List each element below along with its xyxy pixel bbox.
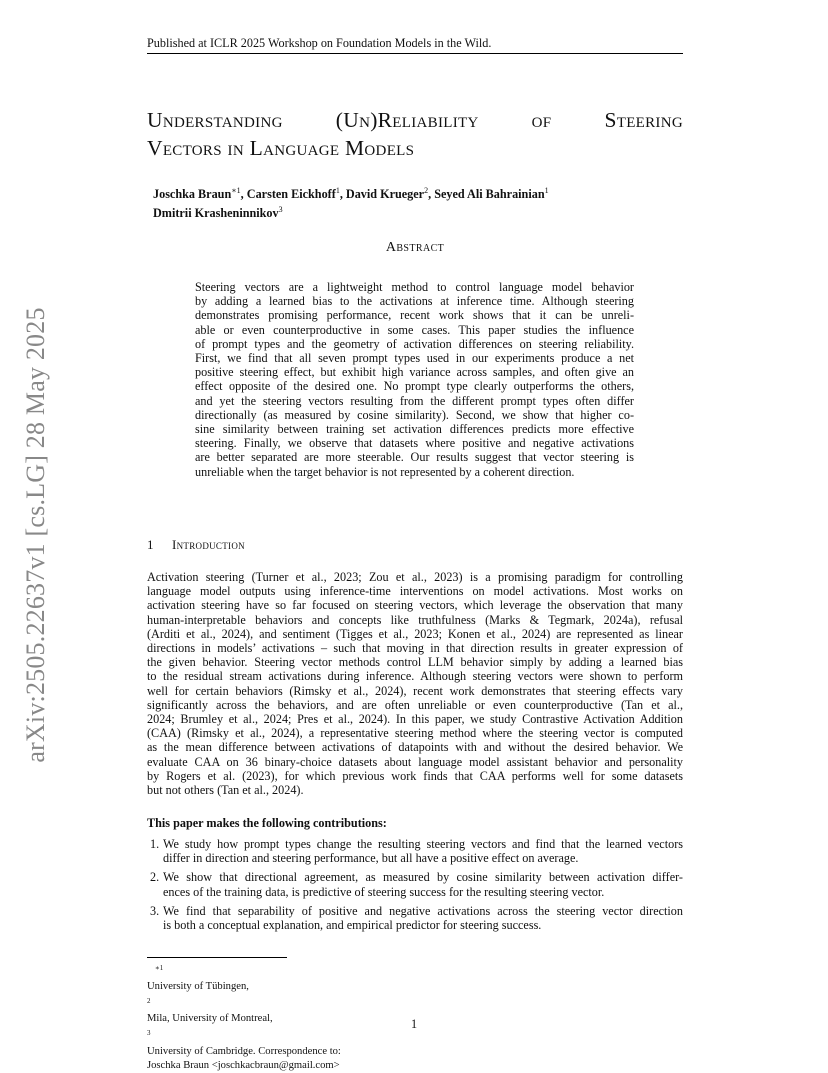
list-item xyxy=(147,904,683,932)
author-name: , David Krueger xyxy=(339,187,425,202)
running-header: Published at ICLR 2025 Workshop on Foundation Models in the Wild. xyxy=(147,36,492,50)
contributions-list xyxy=(147,837,683,937)
author-affiliation-mark: ∗1 xyxy=(231,186,241,195)
contributions-heading: This paper makes the following contributions: xyxy=(147,816,387,830)
intro-line: evaluate CAA on 36 binary-choice datasets about language model assistant behavior and personality xyxy=(147,754,683,769)
abstract-line: and yet the steering vectors resulting from the different prompt types often differ xyxy=(195,393,634,408)
footnote-rule xyxy=(147,957,287,958)
title-word: Steering xyxy=(604,108,683,132)
abstract-line: by adding a learned bias to the activations at inference time. Although steering xyxy=(195,294,634,309)
title-word: of xyxy=(531,108,552,132)
abstract-line: positive steering effect, but exhibit high variance across samples, and often give an xyxy=(195,365,634,380)
footnote-mark: 2 xyxy=(147,996,151,1005)
author-name: Dmitrii Krasheninnikov xyxy=(153,206,279,221)
page-number: 1 xyxy=(410,1017,418,1031)
section-title: Introduction xyxy=(172,537,245,552)
intro-line: 2024; Brumley et al., 2024; Pres et al., 2024). In this paper, we study Contrastive Activation Addition xyxy=(147,712,683,727)
list-item xyxy=(147,837,683,865)
footnote-affiliation: University of Cambridge. Correspondence to: xyxy=(147,1045,341,1057)
list-item-number: 2. xyxy=(150,870,160,885)
title-word: (Un)Reliability xyxy=(335,108,479,132)
abstract-heading: Abstract xyxy=(385,240,445,255)
abstract-line: sine similarity between training set activation differences predicts more effective xyxy=(195,422,634,437)
intro-line: the given behavior. Steering vector methods control LLM behavior simply by adding a learned bias xyxy=(147,655,683,670)
intro-line: significantly across the behaviors, and are often unreliable or even counterproductive (Tan et al., xyxy=(147,697,683,712)
abstract-line: First, we find that all seven prompt types used in our experiments produce a net xyxy=(195,351,634,366)
list-item xyxy=(147,870,683,898)
intro-line: Activation steering (Turner et al., 2023; Zou et al., 2023) is a promising paradigm for controlling xyxy=(147,570,683,584)
footnote-affiliation: Mila, University of Montreal, xyxy=(147,1013,273,1025)
arxiv-side-stamp: arXiv:2505.22637v1 [cs.LG] 28 May 2025 xyxy=(21,307,50,763)
intro-line: as the mean difference between activations of datapoints with and without the desired behavior. We xyxy=(147,740,683,755)
list-item-line: We show that directional agreement, as measured by cosine similarity between activation differ- xyxy=(163,870,683,885)
abstract-line: able or even counterproductive in some cases. This paper studies the influence xyxy=(195,322,634,337)
intro-line: well for certain behaviors (Rimsky et al., 2024), recent work demonstrates that steering effects vary xyxy=(147,683,683,698)
intro-line: to the residual stream activations during inference. Although steering vectors were shown to perform xyxy=(147,669,683,684)
author-affiliation-mark: 1 xyxy=(335,186,340,195)
intro-line: human-interpretable behaviors and concepts like truthfulness (Marks & Tegmark, 2024a), refusal xyxy=(147,612,683,627)
section-heading-introduction xyxy=(147,537,245,553)
abstract-line: directionally (as measured by cosine similarity). Second, we show that higher co- xyxy=(195,407,634,422)
list-item-line: We find that separability of positive and negative activations across the steering vector direction xyxy=(163,903,683,918)
author-line-2 xyxy=(153,202,683,221)
abstract-line: demonstrates promising performance, recent work shows that it can be unreli- xyxy=(195,308,634,323)
author-affiliation-mark: 1 xyxy=(544,186,549,195)
author-list xyxy=(153,183,683,221)
abstract-body xyxy=(195,280,634,479)
list-item-line: is both a conceptual explanation, and empirical predictor for steering success. xyxy=(163,918,542,933)
intro-line: activation steering have so far focused on steering vectors, which leverage the observation that many xyxy=(147,598,683,613)
header-rule xyxy=(147,53,683,54)
author-name: Joschka Braun xyxy=(153,187,232,202)
paper-title xyxy=(147,106,683,162)
author-line-1 xyxy=(153,183,683,202)
abstract-line: Steering vectors are a lightweight method to control language model behavior xyxy=(195,280,634,294)
list-item-line: differ in direction and steering performance, but all have a positive effect on average. xyxy=(163,851,579,866)
intro-line: but not others (Tan et al., 2024). xyxy=(147,783,304,798)
abstract-line: of prompt types and the geometry of activation differences on steering reliability. xyxy=(195,336,634,351)
footnote-line-1 xyxy=(147,961,683,1059)
footnote-correspondence: Joschka Braun <joschkacbraun@gmail.com> xyxy=(147,1059,340,1071)
abstract-line: unreliable when the target behavior is not represented by a coherent direction. xyxy=(195,464,575,479)
intro-line: by Rogers et al. (2023), for which previous work finds that CAA performs well for some datasets xyxy=(147,768,683,783)
abstract-line: effect opposite of the desired one. No prompt type clearly outperforms the others, xyxy=(195,379,634,394)
list-item-number: 1. xyxy=(150,837,160,851)
title-line-1 xyxy=(147,106,683,134)
abstract-line: steering. Finally, we observe that datasets where positive and negative activations xyxy=(195,436,634,451)
footnote-mark: 3 xyxy=(147,1029,151,1038)
list-item-number: 3. xyxy=(150,903,160,918)
footnote-mark: ∗1 xyxy=(154,964,164,972)
author-name: , Carsten Eickhoff xyxy=(240,187,336,202)
title-line-2: Vectors in Language Models xyxy=(147,136,415,160)
section-number: 1 xyxy=(147,537,154,552)
intro-line: directions in models’ activations – such that moving in that direction results in greater expression of xyxy=(147,641,683,656)
intro-line: (Arditi et al., 2024), and sentiment (Tigges et al., 2023; Konen et al., 2024) are represented as linear xyxy=(147,626,683,641)
author-name: , Seyed Ali Bahrainian xyxy=(428,187,545,202)
title-word: Understanding xyxy=(147,108,283,132)
introduction-paragraph xyxy=(147,570,683,797)
intro-line: (CAA) (Rimsky et al., 2024), a representative steering method where the steering vector is computed xyxy=(147,726,683,741)
list-item-line: We study how prompt types change the resulting steering vectors and find that the learned vectors xyxy=(163,837,683,851)
author-affiliation-mark: 3 xyxy=(278,205,283,215)
footnote-affiliation: University of Tübingen, xyxy=(147,980,249,992)
intro-line: language model outputs using inference-time interventions on model activations. Most works on xyxy=(147,584,683,599)
list-item-line: ences of the training data, is predictive of steering success for the resulting steering vector. xyxy=(163,884,605,899)
abstract-line: are better separated are more steerable. Our results suggest that vector steering is xyxy=(195,450,634,465)
author-affiliation-mark: 2 xyxy=(424,186,429,195)
